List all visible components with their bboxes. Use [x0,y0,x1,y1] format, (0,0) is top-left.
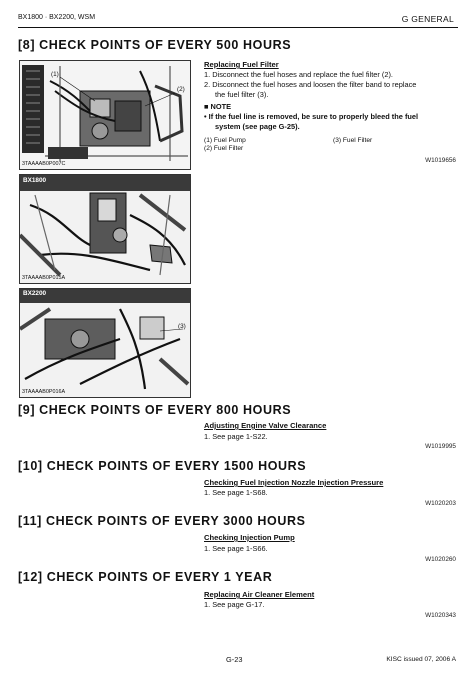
header-manual-title: BX1800 · BX2200, WSM [18,14,96,21]
legend-fuel-pump: (1) Fuel Pump [204,137,246,144]
nozzle-pressure-step: 1. See page 1-S68. [204,488,268,497]
section-1500-hours-title: [10] CHECK POINTS OF EVERY 1500 HOURS [18,459,307,473]
legend-fuel-filter-2: (2) Fuel Filter [204,145,244,152]
figure-model-label: BX1800 [23,177,47,184]
page-number: G-23 [226,655,243,664]
figure-code: 3TAAAAB0P016A [22,389,66,395]
note-text: • If the fuel line is removed, be sure to properly bleed the fuel [204,112,419,121]
figure-code: 3TAAAAB0P015A [22,275,66,281]
bx2200-illustration [20,289,190,397]
fuel-filter-step-2: 2. Disconnect the fuel hoses and loosen the filter band to replace [204,80,417,89]
valve-clearance-subtitle: Adjusting Engine Valve Clearance [204,421,327,430]
callout-3: (3) [178,323,186,330]
engine-illustration [20,61,190,169]
callout-1: (1) [51,71,59,78]
valve-clearance-step: 1. See page 1-S22. [204,432,268,441]
note-text-cont: system (see page G-25). [215,122,300,131]
doc-code: W1020343 [425,612,456,619]
figure-bx1800-fuel-filter [19,174,191,284]
bx1800-illustration [20,175,190,283]
note-label: ■ NOTE [204,102,232,111]
doc-code: W1020260 [425,556,456,563]
fuel-filter-subtitle: Replacing Fuel Filter [204,60,279,69]
figure-code: 3TAAAAB0P007C [22,161,66,167]
nozzle-pressure-subtitle: Checking Fuel Injection Nozzle Injection Pressure [204,478,384,487]
figure-model-label: BX2200 [23,290,47,297]
figure-bx2200-fuel-filter [19,288,191,398]
header-rule [18,27,458,28]
air-cleaner-subtitle: Replacing Air Cleaner Element [204,590,315,599]
callout-2: (2) [177,86,185,93]
legend-fuel-filter-3: (3) Fuel Filter [333,137,373,144]
issue-note: KISC issued 07, 2006 A [386,656,456,663]
figure-fuel-pump-engine [19,60,191,170]
fuel-filter-step-2-cont: the fuel filter (3). [215,90,269,99]
injection-pump-subtitle: Checking Injection Pump [204,533,295,542]
section-1-year-title: [12] CHECK POINTS OF EVERY 1 YEAR [18,570,273,584]
fuel-filter-step-1: 1. Disconnect the fuel hoses and replace the fuel filter (2). [204,70,393,79]
header-chapter-title: G GENERAL [401,14,454,24]
air-cleaner-step: 1. See page G-17. [204,600,265,609]
doc-code: W1020203 [425,500,456,507]
doc-code: W1019995 [425,443,456,450]
section-3000-hours-title: [11] CHECK POINTS OF EVERY 3000 HOURS [18,514,306,528]
doc-code: W1019656 [425,157,456,164]
section-500-hours-title: [8] CHECK POINTS OF EVERY 500 HOURS [18,38,292,52]
injection-pump-step: 1. See page 1-S66. [204,544,268,553]
section-800-hours-title: [9] CHECK POINTS OF EVERY 800 HOURS [18,403,292,417]
